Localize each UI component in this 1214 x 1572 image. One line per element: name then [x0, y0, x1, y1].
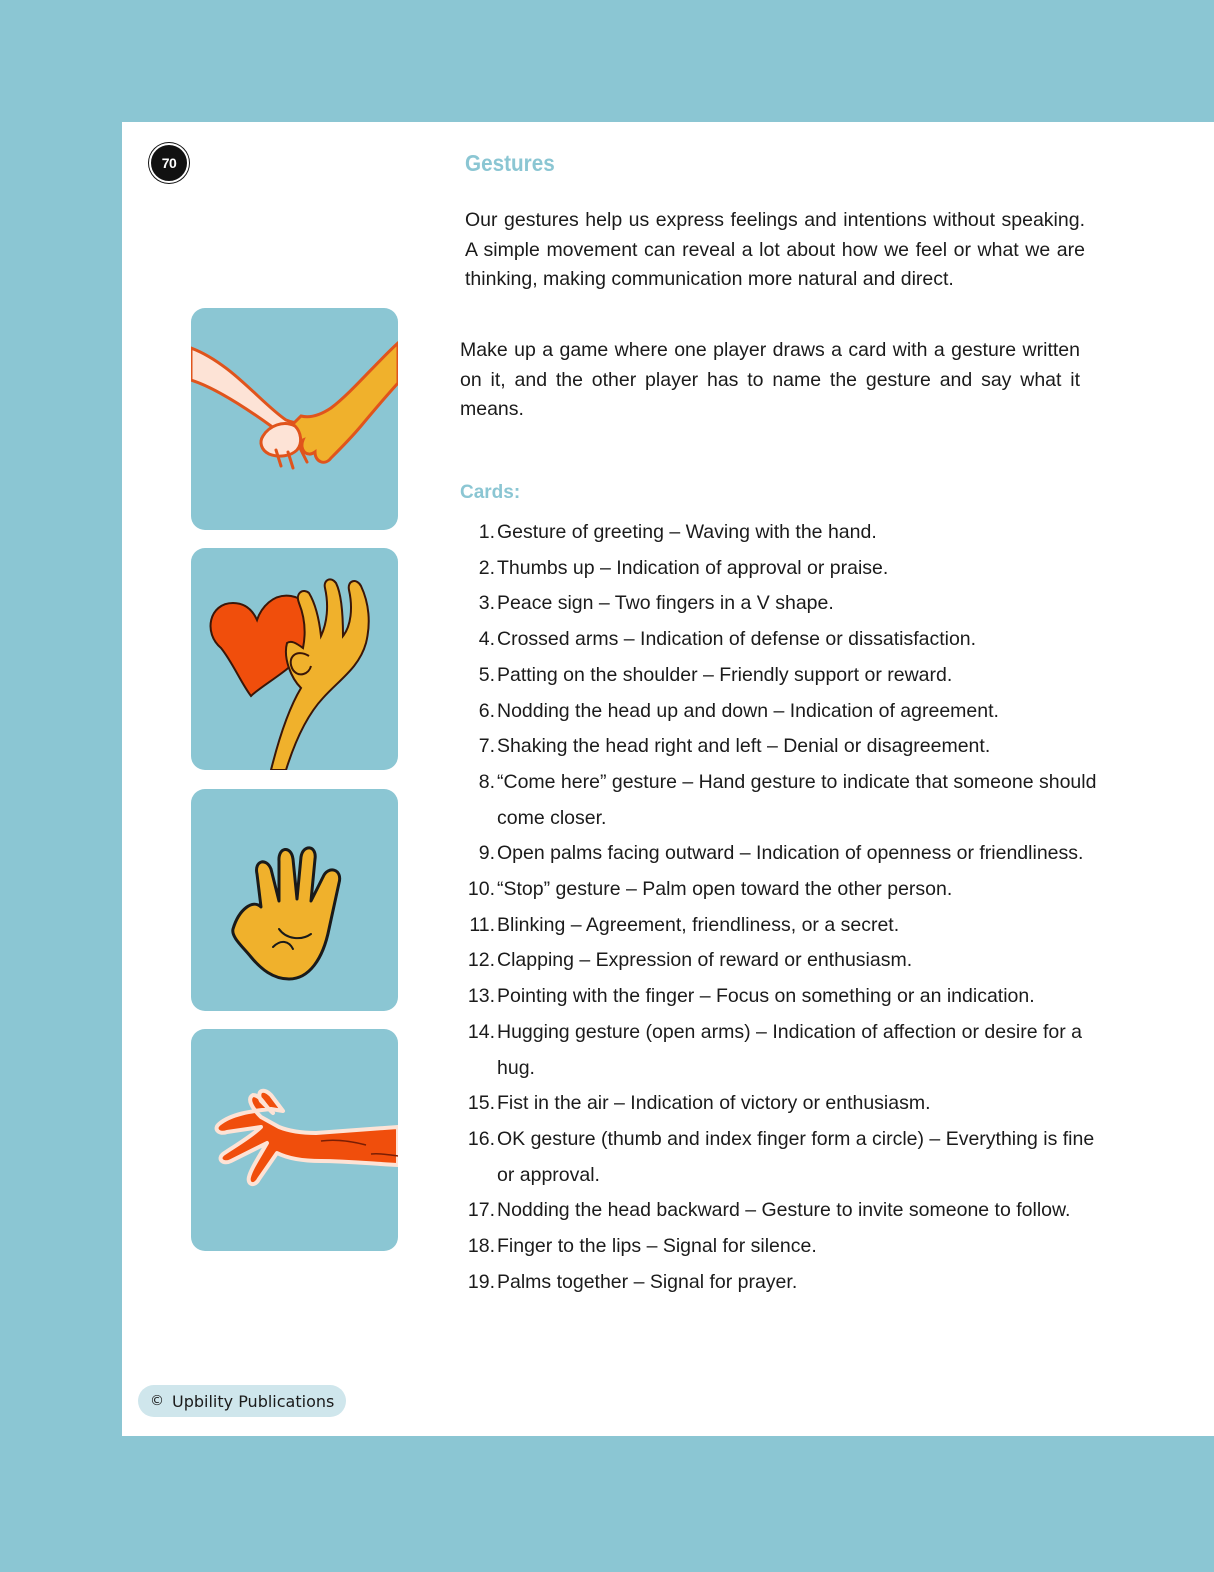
card-number: 18.	[467, 1235, 495, 1258]
card-text: Shaking the head right and left – Denial or disagreement.	[497, 735, 991, 758]
card-list	[460, 515, 1100, 1300]
card-item	[460, 1265, 1100, 1301]
card-text: OK gesture (thumb and index finger form a circle) – Everything is fine or approval.	[497, 1127, 1095, 1186]
card-item	[460, 1015, 1100, 1086]
card-text: Nodding the head backward – Gesture to invite someone to follow.	[497, 1199, 1071, 1222]
game-instructions: Make up a game where one player draws a card with a gesture written on it, and the other player has to name the gesture and say what it means.	[460, 339, 1080, 420]
card-text: Gesture of greeting – Waving with the hand.	[497, 521, 877, 543]
card-number: 10.	[467, 878, 495, 901]
card-text: “Stop” gesture – Palm open toward the other person.	[497, 878, 953, 901]
card-item	[460, 979, 1100, 1015]
card-item	[460, 729, 1100, 765]
intro-paragraph: Our gestures help us express feelings and intentions without speaking. A simple movement can reveal a lot about how we feel or what we are thinking, making communication more natural and direct.	[465, 209, 1085, 290]
page-title: Gestures	[465, 150, 555, 176]
card-number: 5.	[478, 663, 495, 686]
card-number: 2.	[478, 556, 495, 579]
card-item	[460, 765, 1100, 836]
card-number: 13.	[467, 985, 495, 1008]
card-item	[460, 551, 1100, 587]
card-number: 8.	[478, 770, 495, 793]
card-text: Palms together – Signal for prayer.	[497, 1270, 798, 1293]
card-item	[460, 1229, 1100, 1265]
card-number: 3.	[478, 592, 495, 615]
card-number: 16.	[467, 1127, 495, 1150]
open-palm-icon	[191, 789, 398, 1011]
card-text: Crossed arms – Indication of defense or dissatisfaction.	[497, 628, 977, 651]
handshake-icon	[191, 308, 398, 530]
card-item	[460, 515, 1100, 551]
card-item	[460, 1122, 1100, 1193]
cards-heading: Cards:	[460, 482, 521, 503]
ok-hand-heart-icon	[191, 548, 398, 770]
copyright-symbol: ©	[150, 1393, 164, 1409]
card-text: Open palms facing outward – Indication of openness or friendliness.	[497, 842, 1084, 865]
card-number: 9.	[478, 842, 495, 865]
reaching-arm-icon	[191, 1029, 398, 1251]
copyright-badge	[138, 1385, 346, 1417]
card-number: 6.	[478, 699, 495, 722]
card-item	[460, 908, 1100, 944]
card-item	[460, 1193, 1100, 1229]
card-item	[460, 872, 1100, 908]
page	[122, 122, 1214, 1436]
publisher-name: Upbility Publications	[172, 1391, 335, 1411]
card-text: Hugging gesture (open arms) – Indication of affection or desire for a hug.	[497, 1020, 1082, 1079]
card-number: 17.	[467, 1199, 495, 1222]
card-item	[460, 586, 1100, 622]
card-text: Fist in the air – Indication of victory or enthusiasm.	[497, 1092, 931, 1115]
card-number: 14.	[467, 1020, 495, 1043]
page-number-badge: 70	[149, 143, 189, 183]
card-text: Pointing with the finger – Focus on something or an indication.	[497, 985, 1035, 1008]
card-item	[460, 622, 1100, 658]
card-number: 12.	[467, 949, 495, 972]
card-number: 1.	[478, 521, 495, 543]
card-text: Peace sign – Two fingers in a V shape.	[497, 592, 834, 615]
card-number: 19.	[467, 1270, 495, 1293]
card-item	[460, 943, 1100, 979]
card-text: Clapping – Expression of reward or enthusiasm.	[497, 949, 913, 972]
card-number: 15.	[467, 1092, 495, 1115]
card-text: Nodding the head up and down – Indication of agreement.	[497, 699, 999, 722]
card-item	[460, 694, 1100, 730]
card-number: 11.	[469, 913, 495, 936]
card-text: Patting on the shoulder – Friendly support or reward.	[497, 663, 953, 686]
card-text: Blinking – Agreement, friendliness, or a secret.	[497, 913, 900, 936]
card-item	[460, 836, 1100, 872]
card-text: “Come here” gesture – Hand gesture to indicate that someone should come closer.	[497, 770, 1097, 829]
card-text: Finger to the lips – Signal for silence.	[497, 1235, 817, 1258]
card-text: Thumbs up – Indication of approval or praise.	[497, 556, 889, 579]
card-number: 4.	[478, 628, 495, 651]
card-item	[460, 658, 1100, 694]
card-item	[460, 1086, 1100, 1122]
card-number: 7.	[478, 735, 495, 758]
